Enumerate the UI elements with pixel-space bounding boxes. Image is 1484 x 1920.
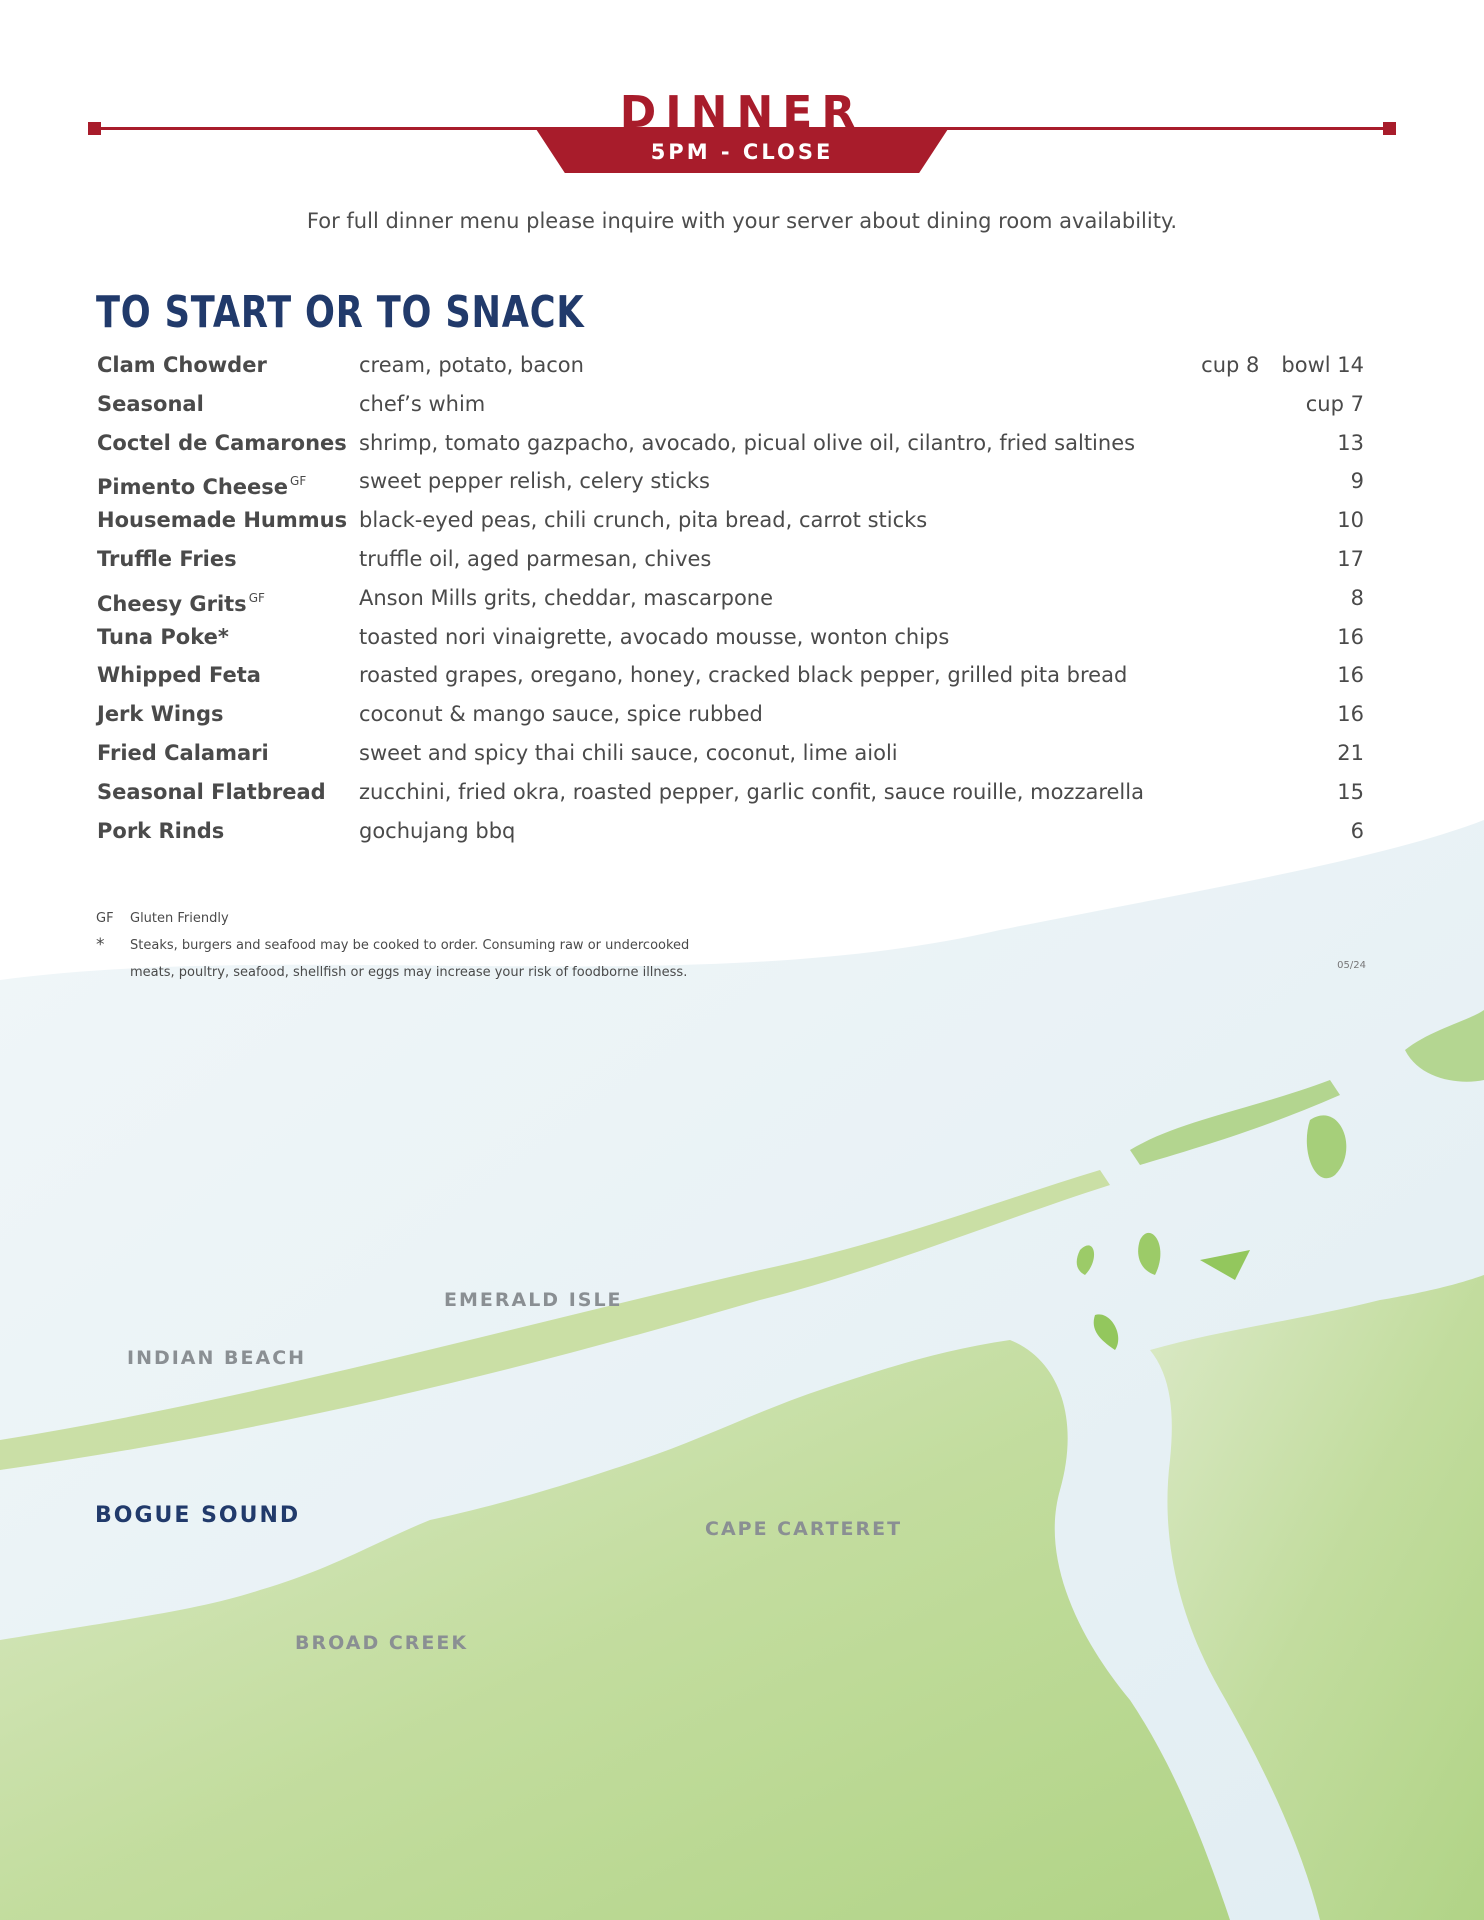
menu-item-description: roasted grapes, oregano, honey, cracked black pepper, grilled pita bread: [359, 663, 1128, 688]
map-label-cape-carteret: CAPE CARTERET: [705, 1518, 903, 1540]
footnote-key-star: *: [96, 935, 105, 955]
menu-item-name: [97, 695, 224, 733]
page-title: DINNER: [619, 87, 865, 138]
menu-item-price: [1351, 462, 1364, 500]
menu-item-name-text: Housemade Hummus: [97, 508, 348, 533]
menu-item-price-value: 15: [1337, 779, 1364, 804]
menu-item-name-text: Seasonal: [97, 391, 204, 416]
menu-item-name: [97, 424, 347, 462]
menu-item-price: [1201, 346, 1364, 384]
menu-item-name: [97, 462, 306, 506]
footnote-advisory-line1: Steaks, burgers and seafood may be cooked to order. Consuming raw or undercooked: [130, 938, 690, 953]
menu-item-name: [97, 734, 269, 772]
menu-item-description: truffle oil, aged parmesan, chives: [359, 546, 712, 571]
service-hours: 5PM - CLOSE: [650, 140, 834, 164]
menu-item-row: [96, 656, 1364, 695]
gluten-friendly-tag: GF: [290, 474, 307, 489]
menu-item-row: [96, 346, 1364, 385]
footnote-advisory-line2: meats, poultry, seafood, shellfish or eggs may increase your risk of foodborne illness.: [130, 965, 688, 980]
menu-item-price: [1337, 773, 1364, 811]
menu-item-name-text: Pork Rinds: [97, 818, 225, 843]
menu-item-name-text: Whipped Feta: [97, 663, 261, 688]
menu-item-price-value: bowl 14: [1281, 353, 1364, 377]
menu-item-price-value: 17: [1337, 546, 1364, 571]
menu-item-price: [1351, 579, 1364, 617]
menu-item-name-text: Pimento Cheese: [97, 475, 289, 500]
menu-item-price: [1337, 618, 1364, 656]
menu-item-name-text: Cheesy Grits: [97, 591, 247, 616]
menu-item-name: [97, 346, 267, 384]
menu-item-description: coconut & mango sauce, spice rubbed: [359, 702, 763, 727]
menu-item-price-value: 13: [1337, 430, 1364, 455]
menu-item-name-text: Fried Calamari: [97, 740, 269, 765]
menu-item-row: [96, 501, 1364, 540]
menu-item-row: [96, 618, 1364, 657]
menu-item-row: [96, 734, 1364, 773]
menu-item-row: [96, 540, 1364, 579]
footnote-consumer-advisory: [96, 932, 1366, 986]
menu-item-price: [1337, 695, 1364, 733]
menu-item-description: shrimp, tomato gazpacho, avocado, picual olive oil, cilantro, fried saltines: [359, 430, 1136, 455]
footnote-gluten-friendly: [96, 905, 1366, 932]
menu-item-price-value: 16: [1337, 624, 1364, 649]
map-label-broad-creek: BROAD CREEK: [295, 1632, 469, 1654]
footnotes: [96, 905, 1366, 986]
menu-list: [96, 346, 1364, 850]
menu-item-description: sweet pepper relish, celery sticks: [359, 469, 710, 494]
menu-item-description: Anson Mills grits, cheddar, mascarpone: [359, 585, 774, 610]
menu-item-description: gochujang bbq: [359, 818, 516, 843]
menu-item-price-value: 8: [1350, 585, 1364, 610]
menu-item-name: [97, 501, 347, 539]
map-label-indian-beach: INDIAN BEACH: [127, 1347, 307, 1369]
menu-item-row: [96, 579, 1364, 618]
menu-item-price: [1337, 656, 1364, 694]
menu-item-description: chef’s whim: [359, 391, 486, 416]
menu-item-price-value: cup 7: [1305, 391, 1364, 416]
menu-item-name: [97, 579, 265, 623]
menu-item-name: [97, 540, 237, 578]
intro-note: For full dinner menu please inquire with your server about dining room availability.: [306, 209, 1178, 233]
menu-date-code: 05/24: [1337, 960, 1366, 971]
menu-item-price: [1337, 540, 1364, 578]
menu-item-row: [96, 424, 1364, 463]
map-label-emerald-isle: EMERALD ISLE: [444, 1289, 623, 1311]
menu-item-price-value: 6: [1350, 818, 1364, 843]
menu-item-name-text: Seasonal Flatbread: [97, 779, 326, 804]
menu-item-price: [1337, 501, 1364, 539]
menu-item-price: [1306, 385, 1364, 423]
menu-item-name: [97, 618, 229, 656]
menu-item-description: zucchini, fried okra, roasted pepper, garlic confit, sauce rouille, mozzarella: [359, 779, 1144, 804]
menu-item-name-text: Truffle Fries: [97, 546, 237, 571]
menu-item-name: [97, 773, 326, 811]
menu-item-name-text: Clam Chowder: [97, 353, 267, 377]
menu-item-price-value: 21: [1337, 740, 1364, 765]
menu-item-price-value: 10: [1337, 508, 1364, 533]
menu-item-row: [96, 773, 1364, 812]
menu-item-name: [97, 385, 204, 423]
menu-item-description: sweet and spicy thai chili sauce, coconut, lime aioli: [359, 740, 898, 765]
menu-item-name-text: Tuna Poke*: [97, 624, 229, 649]
menu-item-row: [96, 385, 1364, 424]
menu-item-price: [1337, 734, 1364, 772]
map-label-bogue-sound: BOGUE SOUND: [95, 1503, 301, 1528]
menu-item-price-value: 16: [1337, 702, 1364, 727]
menu-item-name-text: Coctel de Camarones: [97, 430, 347, 455]
menu-item-price: [1351, 812, 1364, 850]
menu-item-price: [1337, 424, 1364, 462]
menu-item-row: [96, 812, 1364, 851]
menu-item-description: black-eyed peas, chili crunch, pita bread, carrot sticks: [359, 508, 928, 533]
menu-item-description: cream, potato, bacon: [359, 353, 584, 377]
section-title: TO START OR TO SNACK: [96, 287, 585, 338]
menu-item-price-cup: cup 8: [1201, 353, 1260, 377]
menu-item-price-value: 16: [1337, 663, 1364, 688]
menu-item-price-value: 9: [1350, 469, 1364, 494]
menu-item-row: [96, 695, 1364, 734]
menu-item-name-text: Jerk Wings: [97, 702, 224, 727]
menu-item-name: [97, 812, 224, 850]
footnote-key-gf: GF: [96, 911, 114, 926]
gluten-friendly-tag: GF: [248, 590, 265, 605]
footnote-text-gf: Gluten Friendly: [130, 911, 229, 926]
menu-item-row: [96, 462, 1364, 501]
menu-item-name: [97, 656, 261, 694]
menu-item-description: toasted nori vinaigrette, avocado mousse, wonton chips: [359, 624, 950, 649]
